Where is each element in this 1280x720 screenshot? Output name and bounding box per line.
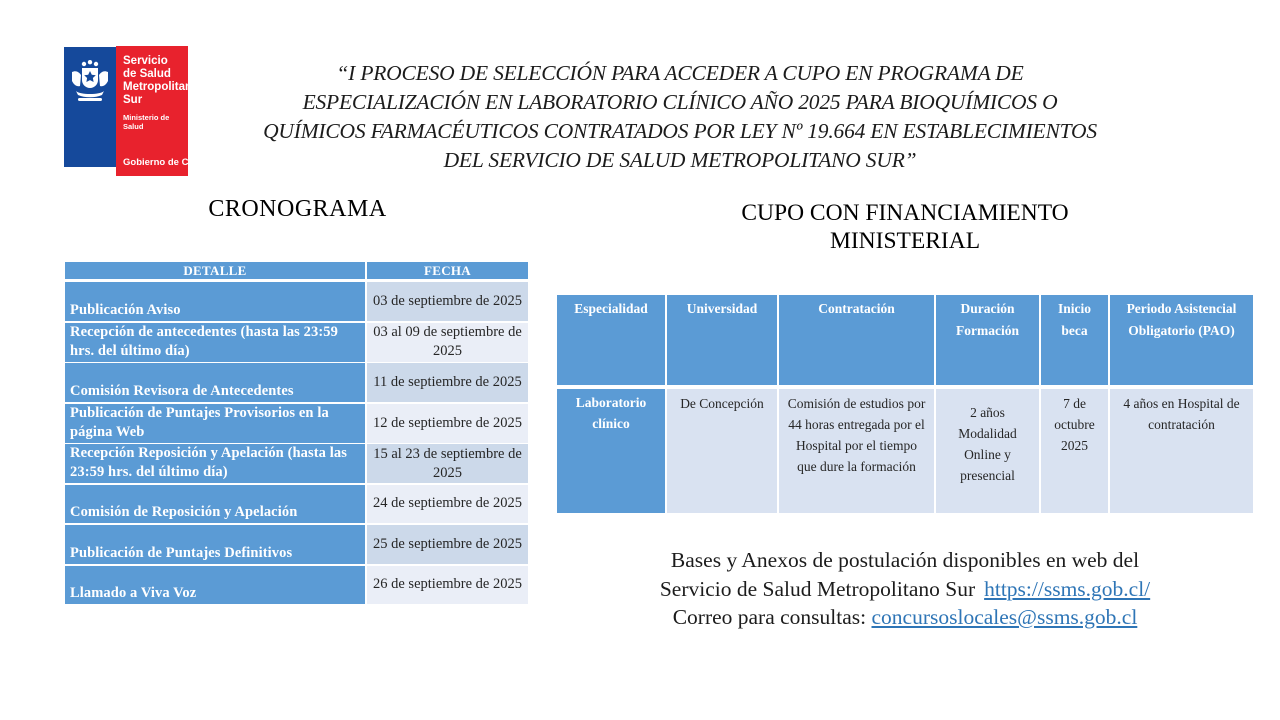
- footer-line3-text: Correo para consultas:: [672, 605, 867, 629]
- table-row: [65, 363, 530, 402]
- cronograma-heading: CRONOGRAMA: [208, 196, 387, 222]
- contratacion-cell: Comisión de estudios por 44 horas entregada por el Hospital por el tiempo que dure la formación: [779, 389, 934, 513]
- cupo-table-header: [557, 295, 1253, 385]
- cupo-heading-line: MINISTERIAL: [829, 228, 981, 254]
- fecha-cell: 11 de septiembre de 2025: [367, 363, 528, 402]
- duracion-cell: 2 años Modalidad Online y presencial: [936, 389, 1039, 513]
- logo-red-panel: [116, 46, 205, 176]
- column-header-duracion: Duración Formación: [936, 295, 1039, 385]
- especialidad-cell: Laboratorio clínico: [557, 389, 665, 513]
- cupo-table: [557, 295, 1253, 513]
- detail-cell: Llamado a Viva Voz: [65, 566, 365, 605]
- fecha-cell: 03 de septiembre de 2025: [367, 282, 528, 321]
- inicio-beca-cell: 7 de octubre 2025: [1041, 389, 1108, 513]
- column-header-universidad: Universidad: [667, 295, 777, 385]
- table-row: [65, 404, 530, 443]
- title-line: DEL SERVICIO DE SALUD METROPOLITANO SUR”: [443, 148, 917, 172]
- detail-cell: Comisión Revisora de Antecedentes: [65, 363, 365, 402]
- footer-line2-text: Servicio de Salud Metropolitano Sur: [659, 576, 976, 601]
- footer-note: [545, 546, 1265, 632]
- consultas-email-link[interactable]: concursoslocales@ssms.gob.cl: [871, 605, 1138, 629]
- logo-service-name: Servicio de Salud Metropolitano Sur: [123, 55, 200, 106]
- fecha-cell: 12 de septiembre de 2025: [367, 404, 528, 443]
- column-header-contratacion: Contratación: [779, 295, 934, 385]
- ssms-logo: [64, 46, 205, 176]
- table-row: [65, 323, 530, 362]
- cupo-table-row: [557, 389, 1253, 513]
- table-row: [65, 444, 530, 483]
- column-header-especialidad: Especialidad: [557, 295, 665, 385]
- fecha-cell: 15 al 23 de septiembre de 2025: [367, 444, 528, 483]
- column-header-fecha: FECHA: [367, 262, 528, 279]
- detail-cell: Recepción Reposición y Apelación (hasta las 23:59 hrs. del último día): [65, 444, 365, 483]
- periodo-pao-cell: 4 años en Hospital de contratación: [1110, 389, 1253, 513]
- title-line: QUÍMICOS FARMACÉUTICOS CONTRATADOS POR LEY Nº 19.664 EN ESTABLECIMIENTOS: [263, 119, 1097, 143]
- coat-of-arms-icon: [70, 58, 110, 114]
- detail-cell: Publicación de Puntajes Definitivos: [65, 525, 365, 564]
- ssms-website-link[interactable]: https://ssms.gob.cl/: [984, 576, 1151, 601]
- title-line: “I PROCESO DE SELECCIÓN PARA ACCEDER A CUPO EN PROGRAMA DE: [336, 61, 1024, 85]
- table-row: [65, 282, 530, 321]
- table-row: [65, 485, 530, 524]
- fecha-cell: 25 de septiembre de 2025: [367, 525, 528, 564]
- logo-ministry-label: Ministerio de Salud: [123, 113, 170, 131]
- footer-line2: [545, 575, 1265, 604]
- table-row: [65, 525, 530, 564]
- logo-blue-panel: [64, 47, 116, 167]
- cupo-heading-line: CUPO CON FINANCIAMIENTO: [741, 200, 1069, 226]
- cronograma-table: [65, 262, 530, 604]
- cronograma-table-header: [65, 262, 530, 279]
- table-row: [65, 566, 530, 605]
- column-header-periodo-pao: Periodo Asistencial Obligatorio (PAO): [1110, 295, 1253, 385]
- fecha-cell: 03 al 09 de septiembre de 2025: [367, 323, 528, 362]
- title-line: ESPECIALIZACIÓN EN LABORATORIO CLÍNICO AÑO 2025 PARA BIOQUÍMICOS O: [302, 90, 1058, 114]
- universidad-cell: De Concepción: [667, 389, 777, 513]
- cronograma-table-body: [65, 282, 530, 604]
- logo-government-label: Gobierno de Chile: [123, 157, 205, 168]
- main-title: [200, 59, 1160, 175]
- fecha-cell: 26 de septiembre de 2025: [367, 566, 528, 605]
- detail-cell: Publicación Aviso: [65, 282, 365, 321]
- column-header-detalle: DETALLE: [65, 262, 365, 279]
- detail-cell: Publicación de Puntajes Provisorios en la página Web: [65, 404, 365, 443]
- detail-cell: Comisión de Reposición y Apelación: [65, 485, 365, 524]
- footer-line3: [545, 603, 1265, 632]
- column-header-inicio-beca: Inicio beca: [1041, 295, 1108, 385]
- fecha-cell: 24 de septiembre de 2025: [367, 485, 528, 524]
- footer-line1: Bases y Anexos de postulación disponibles en web del: [670, 548, 1140, 572]
- cupo-heading: [557, 199, 1253, 255]
- detail-cell: Recepción de antecedentes (hasta las 23:59 hrs. del último día): [65, 323, 365, 362]
